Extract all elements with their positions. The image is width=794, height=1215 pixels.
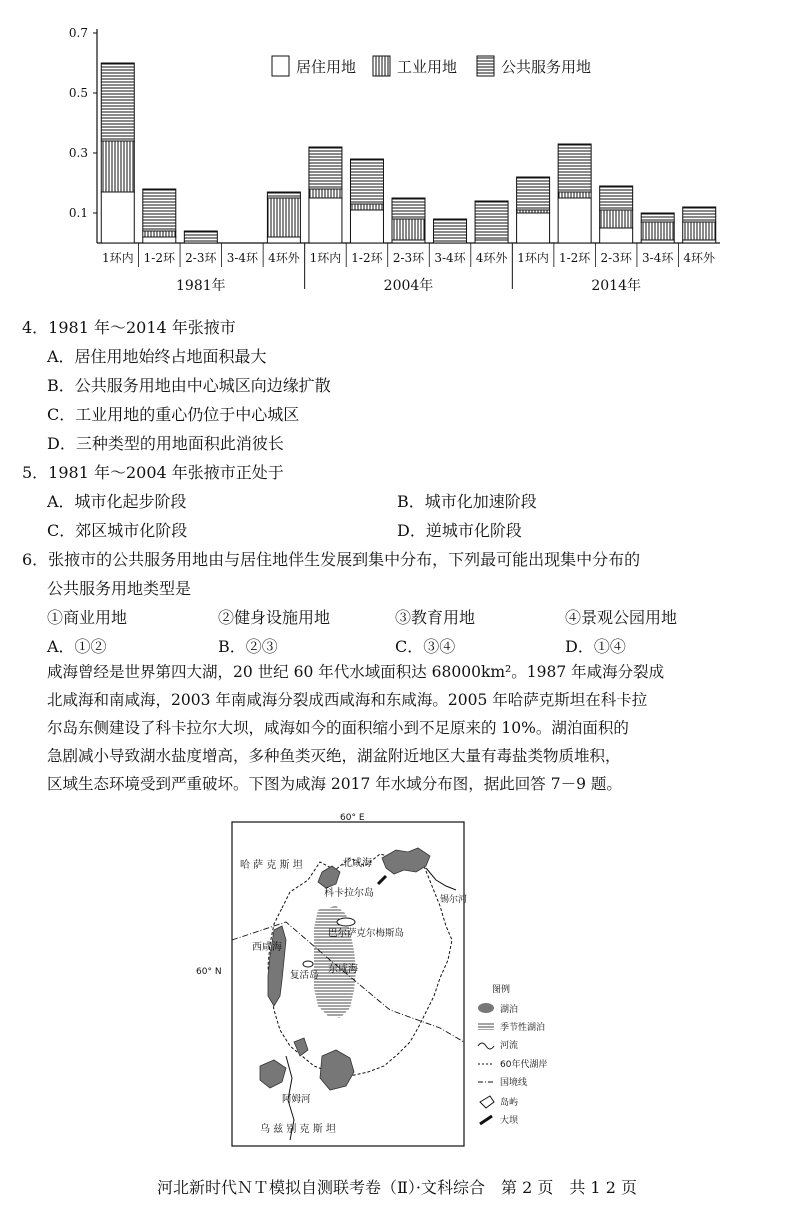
bar-segment [558,198,591,243]
question-5-stem: 5．1981 年～2004 年张掖市正处于 [22,463,284,482]
bar-segment [101,141,134,192]
x-tick-label: 3-4环 [226,251,259,265]
aral-sea-map [190,810,590,1160]
x-tick-label: 3-4环 [434,251,466,265]
label-kazakhstan: 哈 萨 克 斯 坦 [240,860,303,871]
question-6-option-c: C．③④ [395,637,456,656]
bar-segment [641,222,674,240]
question-4-option-c: C．工业用地的重心仍位于中心城区 [47,405,300,424]
question-6-option-a: A．①② [47,637,107,656]
bar-segment [350,210,383,243]
x-tick-label: 4环外 [268,251,300,265]
bar-segment [434,219,467,243]
label-north-aral: 北咸海 [342,858,372,869]
question-6-option-b: B．②③ [218,637,278,656]
question-6-item-3: ③教育用地 [395,608,476,627]
bar-segment [143,237,176,243]
legend-island-icon [480,1096,494,1108]
barsakelmes-island [337,918,355,926]
bar-segment [475,201,508,240]
question-6-item-1: ①商业用地 [47,608,128,627]
legend-swatch [373,56,390,76]
x-tick-label: 4环外 [475,251,508,265]
x-tick-label: 1环内 [309,251,342,265]
x-tick-label: 1-2环 [558,251,591,265]
question-6-item-2: ②健身设施用地 [218,608,331,627]
bar-segment [267,198,300,237]
bar-segment [558,144,591,192]
legend-title: 图例 [492,985,511,995]
question-4-stem: 4．1981 年～2014 年张掖市 [22,318,236,337]
legend-border-label: 国境线 [500,1078,528,1088]
bar-segment [517,213,550,243]
label-amu-darya: 阿姆河 [282,1094,311,1105]
legend-lake-icon [478,1003,494,1013]
legend-shore-label: 60年代湖岸 [500,1060,548,1070]
legend-lake-label: 湖泊 [500,1005,519,1015]
question-4-option-d: D．三种类型的用地面积此消彼长 [47,434,284,453]
y-tick-label: 0.5 [68,86,88,100]
label-west-aral: 西咸海 [252,942,282,953]
passage-line-3: 尔岛东侧建设了科卡拉尔大坝，咸海如今的面积缩小到不足原来的 10%。湖泊面积的 [47,719,629,737]
bar-segment [184,231,217,243]
label-uzbekistan: 乌 兹 别 克 斯 坦 [260,1124,336,1135]
question-4-option-a: A．居住用地始终占地面积最大 [47,347,267,366]
bar-segment [641,213,674,222]
legend-label: 居住用地 [296,58,357,76]
x-tick-label: 1-2环 [143,251,175,265]
passage-line-4: 急剧减小导致湖水盐度增高，多种鱼类灭绝，湖盆附近地区大量有毒盐类物质堆积， [47,747,621,765]
bar-segment [143,231,176,237]
legend-label: 公共服务用地 [501,58,592,76]
bar-segment [600,228,633,243]
question-5-option-a: A．城市化起步阶段 [47,492,187,511]
group-label: 1981年 [176,278,226,294]
bar-segment [517,177,550,210]
bar-segment [600,186,633,210]
bar-segment [309,189,342,198]
bar-segment [350,204,383,210]
question-5-option-d: D．逆城市化阶段 [397,521,522,540]
label-vozrozhdeniya: 复活岛 [290,970,319,981]
legend-island-label: 岛屿 [500,1098,519,1108]
bar-segment [350,159,383,204]
x-tick-label: 1环内 [517,251,549,265]
legend-label: 工业用地 [397,58,458,76]
longitude-label: 60° E [340,813,365,823]
label-kokaral: 科卡拉尔岛 [324,888,374,899]
passage-line-5: 区域生态环境受到严重破坏。下图为咸海 2017 年水域分布图，据此回答 7－9 题。 [47,775,622,793]
vozrozhdeniya-island [303,961,313,967]
legend-dam-icon [480,1116,492,1124]
passage-line-2: 北咸海和南咸海，2003 年南咸海分裂成西咸海和东咸海。2005 年哈萨克斯坦在科卡拉 [47,691,648,709]
bar-segment [309,198,342,243]
legend-swatch [477,56,494,76]
question-6-option-d: D．①④ [565,637,626,656]
group-label: 2004年 [383,278,434,294]
question-5-option-c: C．郊区城市化阶段 [47,521,188,540]
question-6-stem-line1: 6．张掖市的公共服务用地由与居住地伴生发展到集中分布，下列最可能出现集中分布的 [22,550,641,569]
y-tick-label: 0.3 [68,146,88,160]
bar-segment [143,189,176,231]
question-6-stem-line2: 公共服务用地类型是 [47,579,192,598]
legend-river-label: 河流 [500,1041,519,1051]
map-legend [478,983,547,1126]
label-syr-darya: 锡尔河 [440,895,468,905]
bar-segment [392,219,425,240]
bar-segment [683,207,716,222]
bar-segment [101,63,134,141]
latitude-label: 60° N [196,967,222,977]
bar-segment [558,192,591,198]
bar-segment [600,210,633,228]
label-barsakelmes: 巴尔萨克尔梅斯岛 [328,928,405,939]
x-tick-label: 1环内 [101,251,134,265]
bar-segment [101,192,134,243]
page-footer: 河北新时代ＮＴ模拟自测联考卷（Ⅱ）·文科综合 第 2 页 共 1 2 页 [157,1178,637,1197]
bar-segment [309,147,342,189]
legend-seasonal-icon [478,1022,494,1030]
x-tick-label: 2-3环 [392,251,425,265]
land-use-bar-chart [0,0,794,300]
label-east-aral: 东咸海 [328,964,358,975]
legend-seasonal-label: 季节性湖泊 [500,1023,546,1033]
bar-segment [267,237,300,243]
bar-segment [267,192,300,198]
legend-river-icon [478,1043,494,1049]
legend-dam-label: 大坝 [500,1116,519,1126]
bar-segment [392,198,425,219]
passage-line-1: 咸海曾经是世界第四大湖，20 世纪 60 年代水域面积达 68000km²。1987 年咸海分裂成 [47,663,665,681]
y-tick-label: 0.7 [68,26,88,40]
question-4-option-b: B．公共服务用地由中心城区向边缘扩散 [47,376,331,395]
legend-swatch [272,56,289,76]
bar-segment [683,222,716,240]
x-tick-label: 3-4环 [642,251,674,265]
group-label: 2014年 [591,278,641,294]
x-tick-label: 2-3环 [600,251,632,265]
x-tick-label: 4环外 [683,251,716,265]
x-tick-label: 2-3环 [185,251,217,265]
x-tick-label: 1-2环 [351,251,383,265]
y-tick-label: 0.1 [68,206,88,220]
question-6-item-4: ④景观公园用地 [565,608,678,627]
question-5-option-b: B．城市化加速阶段 [397,492,537,511]
